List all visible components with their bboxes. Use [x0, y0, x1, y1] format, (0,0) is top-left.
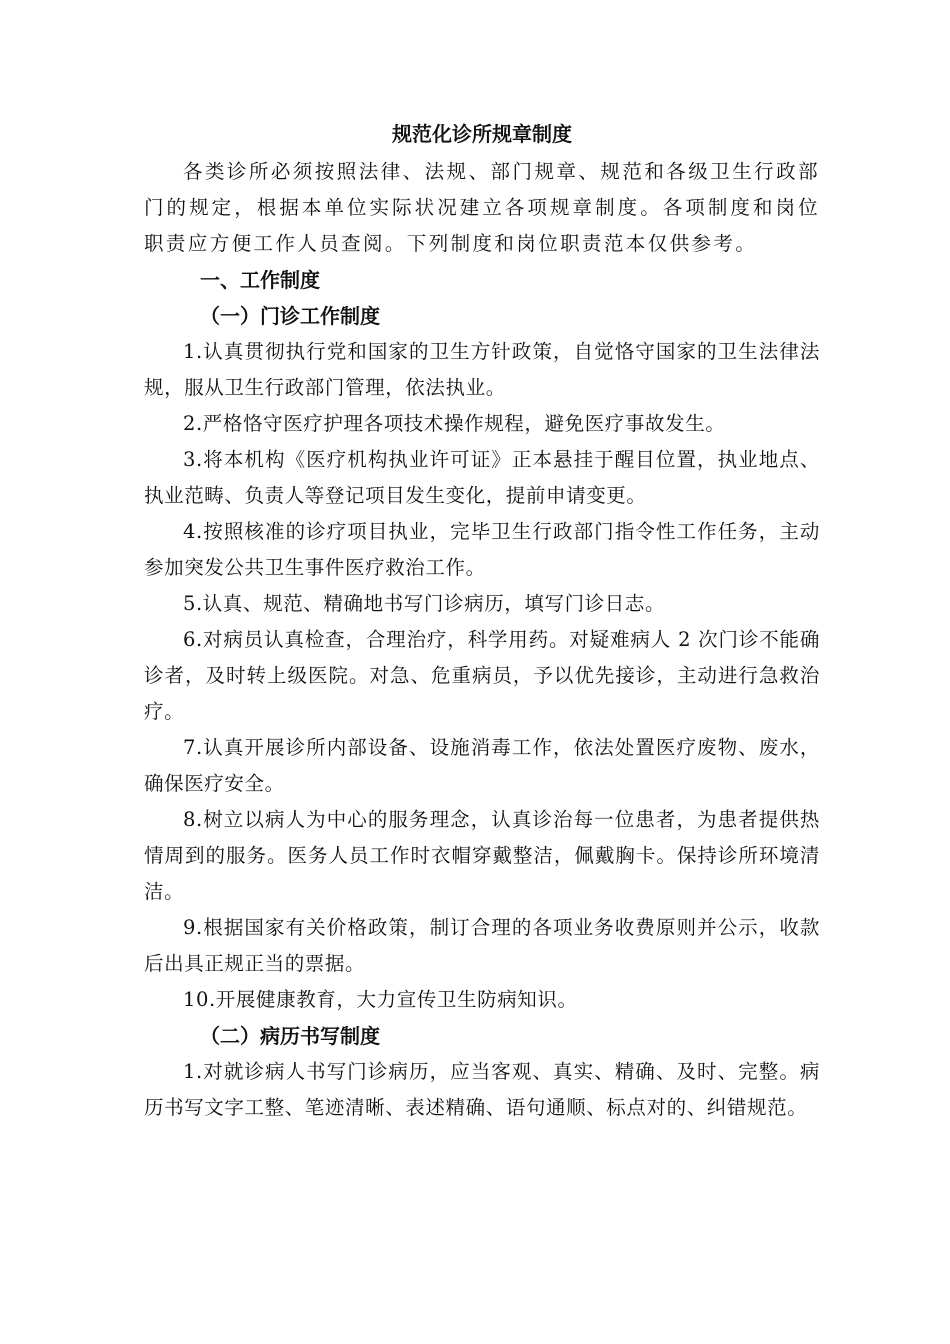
subsection-heading-medical-records: （二）病历书写制度: [200, 1024, 380, 1048]
outpatient-rule-item: 5.认真、规范、精确地书写门诊病历，填写门诊日志。: [183, 592, 666, 615]
outpatient-rule-item: 3.将本机构《医疗机构执业许可证》正本悬挂于醒目位置，执业地点、执业范畴、负责人等登记项目发生变化，提前申请变更。: [144, 448, 820, 507]
outpatient-rule-item: 9.根据国家有关价格政策，制订合理的各项业务收费原则并公示，收款后出具正规正当的票据。: [144, 916, 820, 975]
outpatient-rule-item: 6.对病员认真检查，合理治疗，科学用药。对疑难病人 2 次门诊不能确诊者，及时转上级医院。对急、危重病员，予以优先接诊，主动进行急救治疗。: [144, 628, 820, 723]
intro-paragraph: 各类诊所必须按照法律、法规、部门规章、规范和各级卫生行政部门的规定，根据本单位实际状况建立各项规章制度。各项制度和岗位职责应方便工作人员查阅。下列制度和岗位职责范本仅供参考。: [144, 160, 820, 255]
outpatient-rule-item: 10.开展健康教育，大力宣传卫生防病知识。: [183, 988, 578, 1011]
outpatient-rule-item: 8.树立以病人为中心的服务理念，认真诊治每一位患者，为患者提供热情周到的服务。医务人员工作时衣帽穿戴整洁，佩戴胸卡。保持诊所环境清洁。: [144, 808, 820, 903]
document-title: 规范化诊所规章制度: [392, 122, 572, 146]
section-heading-work-rules: 一、工作制度: [200, 268, 320, 292]
outpatient-rule-item: 7.认真开展诊所内部设备、设施消毒工作，依法处置医疗废物、废水，确保医疗安全。: [144, 736, 820, 795]
subsection-heading-outpatient: （一）门诊工作制度: [200, 304, 380, 328]
outpatient-rule-item: 1.认真贯彻执行党和国家的卫生方针政策，自觉恪守国家的卫生法律法规，服从卫生行政部门管理，依法执业。: [144, 340, 820, 399]
outpatient-rule-item: 2.严格恪守医疗护理各项技术操作规程，避免医疗事故发生。: [183, 412, 726, 435]
document-body: [144, 114, 820, 1126]
outpatient-rule-item: 4.按照核准的诊疗项目执业，完毕卫生行政部门指令性工作任务，主动参加突发公共卫生事件医疗救治工作。: [144, 520, 820, 579]
medical-record-rule-item: 1.对就诊病人书写门诊病历，应当客观、真实、精确、及时、完整。病历书写文字工整、笔迹清晰、表述精确、语句通顺、标点对的、纠错规范。: [144, 1060, 820, 1119]
